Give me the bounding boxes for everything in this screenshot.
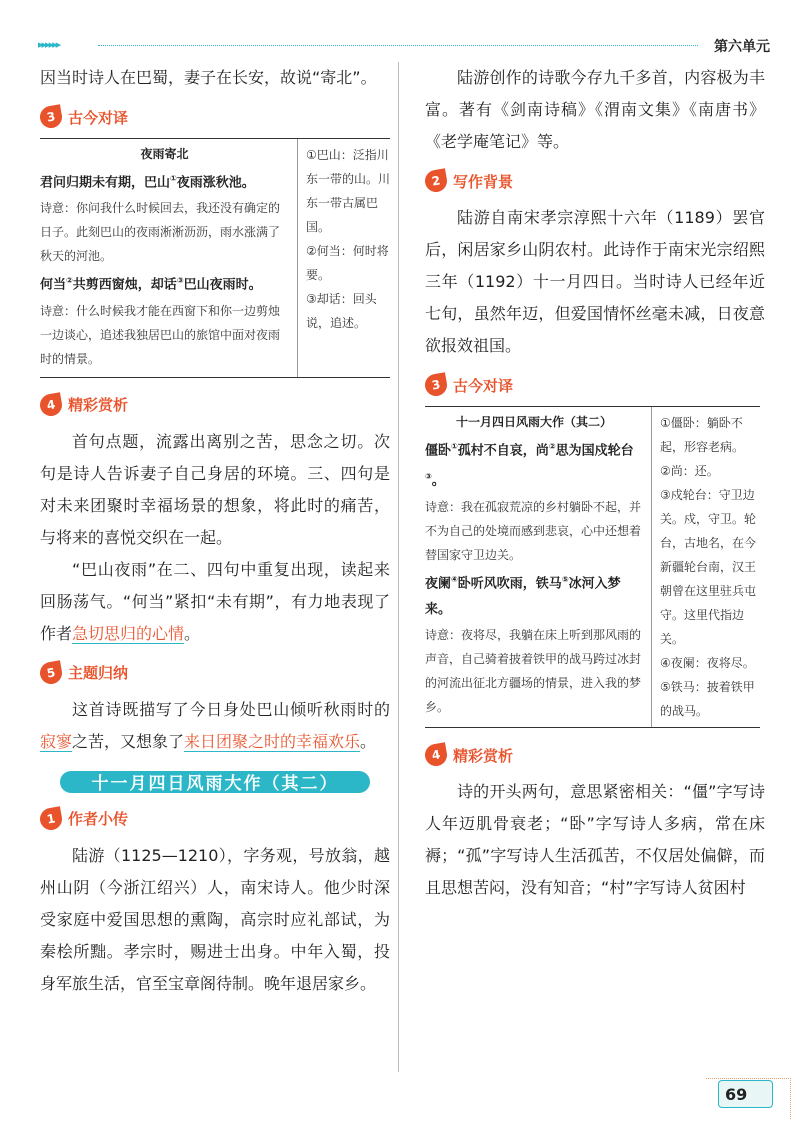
unit-title: 第六单元 xyxy=(714,39,770,55)
text: 之苦，又想象了 xyxy=(72,731,185,751)
poem-title: 夜雨寄北 xyxy=(140,147,189,161)
theme-text xyxy=(40,694,390,758)
leaf-icon: 4 xyxy=(423,742,448,767)
header-arrows: ▸▸▸▸▸▸ xyxy=(38,38,60,51)
poem-text: 巴山夜雨时。 xyxy=(183,277,262,293)
section-header xyxy=(425,742,765,768)
section-header xyxy=(40,104,390,130)
poem-text: 僵卧 xyxy=(425,443,452,459)
appreciation-text: 诗的开头两句，意思紧密相关：“僵”字写诗人年迈肌骨衰老；“卧”字写诗人多病，常在床褥；“孤”字写诗人生活孤苦，不仅居处偏僻，而且思想苦闷，没有知音；“村”字写诗人贫困村 xyxy=(425,782,765,897)
footnote-mark: ③ xyxy=(425,472,432,482)
section-title: 精彩赏析 xyxy=(68,396,129,415)
note: ③却话：回头说，追述。 xyxy=(306,292,377,330)
section-header xyxy=(40,660,390,686)
poem-translation: 诗意：我在孤寂荒凉的乡村躺卧不起，并不为自己的处境而感到悲哀，心中还想着替国家守卫边关。 xyxy=(425,499,642,562)
poem-text: 君问归期未有期，巴山 xyxy=(40,175,171,191)
text: 这首诗既描写了今日身处巴山倾听秋雨时的 xyxy=(72,699,390,719)
section-header xyxy=(40,392,390,418)
poem-translation: 诗意：你问我什么时候回去，我还没有确定的日子。此刻巴山的夜雨淅淅沥沥，雨水涨满了秋天的河池。 xyxy=(40,201,281,264)
poem-text: 共剪西窗烛，却话 xyxy=(72,277,177,293)
footnote-mark: ③ xyxy=(176,276,184,286)
footnote-mark: ② xyxy=(548,442,556,451)
poem-notes xyxy=(652,407,760,727)
footnote-mark: ④ xyxy=(451,574,458,584)
column-divider xyxy=(398,62,399,1072)
section-header xyxy=(40,806,390,832)
leaf-icon: 2 xyxy=(423,168,448,193)
works-text: 陆游创作的诗歌今存九千多首，内容极为丰富。著有《剑南诗稿》《渭南文集》《南唐书》《老学庵笔记》等。 xyxy=(425,68,765,151)
note: ③戍轮台：守卫边关。戍，守卫。轮台，古地名，在今新疆轮台南，汉王朝曾在这里驻兵屯守。这里代指边关。 xyxy=(660,488,757,646)
bio-text: 陆游（1125—1210），字务观，号放翁，越州山阴（今浙江绍兴）人，南宋诗人。他少时深受家庭中爱国思想的熏陶，高宗时应礼部试，为秦桧所黜。孝宗时，赐进士出身。中年入蜀，投身军旅生活，官至宝章阁待制。晚年退居家乡。 xyxy=(40,845,390,993)
leaf-icon: 5 xyxy=(38,660,63,685)
poem-line xyxy=(425,567,643,623)
footnote-mark: ① xyxy=(170,174,177,183)
header-decoration xyxy=(38,38,698,52)
note: ①僵卧：躺卧不起，形容老病。 xyxy=(660,416,745,454)
poem-line xyxy=(425,434,643,495)
poem-text: 何当 xyxy=(40,277,67,293)
background-text: 陆游自南宋孝宗淳熙十六年（1189）罢官后，闲居家乡山阴农村。此诗作于南宋光宗绍熙三年（1192）十一月四日。当时诗人已经年近七旬，虽然年迈，但爱国情怀丝毫未减，日夜意欲报效祖国。 xyxy=(425,208,765,355)
section-header xyxy=(425,168,765,194)
note: ①巴山：泛指川东一带的山。川东一带古属巴国。 xyxy=(306,148,391,234)
poem-translation: 诗意：夜将尽，我躺在床上听到那风雨的声音，自己骑着披着铁甲的战马跨过冰封的河流出征北方疆场的情景，进入我的梦乡。 xyxy=(425,627,642,714)
poem-text: 冰河入梦来。 xyxy=(425,575,621,617)
section-title: 古今对译 xyxy=(453,376,514,395)
poem-banner xyxy=(40,768,390,796)
text: “巴山夜雨”在二、四句中重复出现，读起来回肠荡气。“何当”紧扣“未有期”，有力地表现了作者 xyxy=(40,559,390,643)
banner-title: 十一月四日风雨大作（其二） xyxy=(91,774,339,795)
note: ⑤铁马：披着铁甲的战马。 xyxy=(660,680,755,718)
section-title: 作者小传 xyxy=(68,810,129,829)
left-column xyxy=(40,62,390,1000)
header-line xyxy=(98,45,698,46)
text: 。 xyxy=(184,623,201,643)
appreciation-text xyxy=(40,554,390,650)
poem-notes xyxy=(298,139,390,377)
footnote-mark: ⑤ xyxy=(561,574,569,584)
leaf-icon: 3 xyxy=(38,104,63,129)
poem-text: 孤村不自哀，尚 xyxy=(457,443,549,459)
text: 。 xyxy=(360,731,377,751)
poem-text: 卧听风吹雨，铁马 xyxy=(457,575,562,591)
intro-text: 因当时诗人在巴蜀，妻子在长安，故说“寄北”。 xyxy=(40,68,377,87)
poem-main xyxy=(425,407,652,727)
note: ②何当：何时将要。 xyxy=(306,244,389,282)
leaf-icon: 4 xyxy=(38,392,63,417)
highlight: 寂寥 xyxy=(40,731,73,751)
section-title: 古今对译 xyxy=(68,108,129,127)
section-title: 写作背景 xyxy=(453,172,514,191)
section-title: 精彩赏析 xyxy=(453,746,514,765)
poem-main xyxy=(40,139,298,377)
section-title: 主题归纳 xyxy=(68,664,129,683)
poem-title: 十一月四日风雨大作（其二） xyxy=(455,415,612,429)
right-column xyxy=(425,62,765,904)
poem-line xyxy=(40,268,289,298)
highlight: 来日团聚之时的幸福欢乐 xyxy=(184,731,361,751)
page-number: 69 xyxy=(718,1080,773,1108)
poem-line xyxy=(40,166,289,196)
poem-text: 思为国戍轮台 xyxy=(555,443,634,459)
poem-text: 夜雨涨秋池。 xyxy=(176,175,255,191)
appreciation-text: 首句点题，流露出离别之苦，思念之切。次句是诗人告诉妻子自己身居的环境。三、四句是对未来团聚时幸福场景的想象，将此时的痛苦，与将来的喜悦交织在一起。 xyxy=(40,431,390,547)
highlight: 急切思归的心情 xyxy=(72,623,185,643)
section-header xyxy=(425,372,765,398)
footnote-mark: ② xyxy=(66,276,73,286)
note: ②尚：还。 xyxy=(660,464,719,478)
poem-table xyxy=(425,406,760,728)
footnote-mark: ① xyxy=(451,442,458,451)
note: ④夜阑：夜将尽。 xyxy=(660,656,755,670)
poem-text: 。 xyxy=(431,473,445,489)
poem-table xyxy=(40,138,390,378)
leaf-icon: 1 xyxy=(38,806,63,831)
poem-translation: 诗意：什么时候我才能在西窗下和你一边剪烛一边谈心，追述我独居巴山的旅馆中面对夜雨时的情景。 xyxy=(40,303,281,366)
leaf-icon: 3 xyxy=(423,372,448,397)
poem-text: 夜阑 xyxy=(425,575,452,591)
